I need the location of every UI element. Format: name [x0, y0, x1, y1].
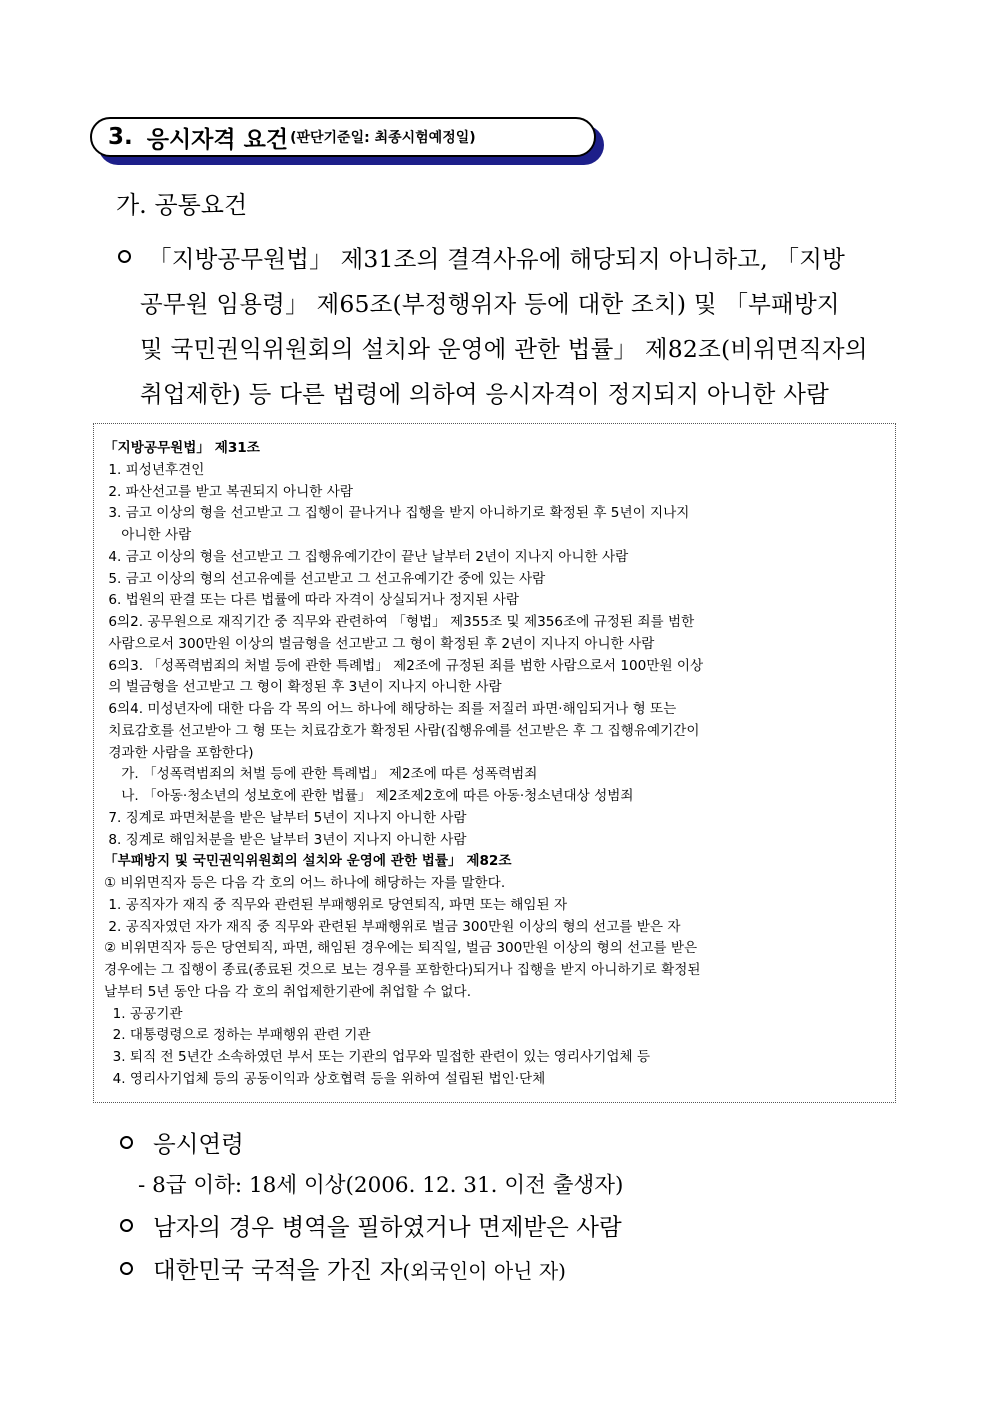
reference-line: 3. 금고 이상의 형을 선고받고 그 집행이 끝나거나 집행을 받지 아니하기로 확정된 후 5년이 지나지 — [104, 505, 690, 522]
section-header-box — [90, 117, 596, 157]
reference-line: 8. 징계로 해임처분을 받은 날부터 3년이 지나지 아니한 사람 — [104, 831, 467, 848]
reference-line: 4. 영리사기업체 등의 공동이익과 상호협력 등을 위하여 설립된 법인·단체 — [104, 1070, 546, 1087]
age-detail: - 8급 이하: 18세 이상(2006. 12. 31. 이전 출생자) — [138, 1173, 624, 1198]
bullet-circle-icon — [120, 1262, 133, 1275]
reference-line: 6의2. 공무원으로 재직기간 중 직무와 관련하여 「형법」 제355조 및 제356조에 규정된 죄를 범한 — [104, 614, 695, 630]
reference-line: 치료감호를 선고받아 그 형 또는 치료감호가 확정된 사람(집행유예를 선고받은 후 그 집행유예기간이 — [104, 722, 700, 739]
reference-line: 2. 파산선고를 받고 복권되지 아니한 사람 — [104, 483, 353, 500]
reference-line: 6의4. 미성년자에 대한 다음 각 목의 어느 하나에 해당하는 죄를 저질러 파면·해임되거나 형 또는 — [104, 701, 677, 717]
reference-line: 3. 퇴직 전 5년간 소속하였던 부서 또는 기관의 업무와 밀접한 관련이 있는 영리사기업체 등 — [104, 1049, 651, 1065]
reference-line: 1. 피성년후견인 — [104, 461, 205, 478]
reference-line: ① 비위면직자 등은 다음 각 호의 어느 하나에 해당하는 자를 말한다. — [104, 875, 506, 891]
main-paragraph-line: 및 국민권익위원회의 설치와 운영에 관한 법률」 제82조(비위면직자의 — [140, 335, 868, 363]
sub-heading: 가. 공통요건 — [116, 191, 248, 219]
reference-line: 5. 금고 이상의 형의 선고유예를 선고받고 그 선고유예기간 중에 있는 사람 — [104, 570, 546, 587]
reference-law-title: 「부패방지 및 국민권익위원회의 설치와 운영에 관한 법률」 제82조 — [104, 853, 512, 870]
reference-line: 1. 공직자가 재직 중 직무와 관련된 부패행위로 당연퇴직, 파면 또는 해임된 자 — [104, 896, 568, 913]
reference-law-title: 「지방공무원법」 제31조 — [104, 440, 260, 456]
reference-line: 사람으로서 300만원 이상의 벌금형을 선고받고 그 형이 확정된 후 2년이 지나지 아니한 사람 — [104, 635, 655, 652]
section-note: (판단기준일: 최종시험예정일) — [290, 130, 476, 146]
reference-box — [93, 423, 896, 1103]
reference-line: ② 비위면직자 등은 당연퇴직, 파면, 해임된 경우에는 퇴직일, 벌금 300만원 이상의 형의 선고를 받은 — [104, 940, 698, 957]
reference-line: 1. 공공기관 — [104, 1005, 183, 1022]
reference-line: 경우에는 그 집행이 종료(종료된 것으로 보는 경우를 포함한다)되거나 집행을 받지 아니하기로 확정된 — [104, 962, 701, 978]
reference-line: 6의3. 「성폭력범죄의 처벌 등에 관한 특례법」 제2조에 규정된 죄를 범한 사람으로서 100만원 이상 — [104, 657, 704, 674]
bullet-circle-icon — [120, 1219, 133, 1232]
reference-line: 6. 법원의 판결 또는 다른 법률에 따라 자격이 상실되거나 정지된 사람 — [104, 592, 520, 609]
reference-line: 아니한 사람 — [104, 527, 192, 543]
reference-line: 나. 「아동·청소년의 성보호에 관한 법률」 제2조제2호에 따른 아동·청소년대상 성범죄 — [104, 788, 634, 804]
military-requirement: 남자의 경우 병역을 필하였거나 면제받은 사람 — [153, 1213, 622, 1241]
main-paragraph-line: 취업제한) 등 다른 법령에 의하여 응시자격이 정지되지 아니한 사람 — [140, 380, 830, 408]
bullet-circle-icon — [120, 1136, 133, 1149]
reference-line: 의 벌금형을 선고받고 그 형이 확정된 후 3년이 지나지 아니한 사람 — [104, 679, 502, 696]
age-label: 응시연령 — [153, 1130, 244, 1158]
reference-line: 7. 징계로 파면처분을 받은 날부터 5년이 지나지 아니한 사람 — [104, 809, 467, 826]
reference-line: 날부터 5년 동안 다음 각 호의 취업제한기관에 취업할 수 없다. — [104, 983, 472, 1000]
nationality-main: 대한민국 국적을 가진 자 — [153, 1256, 403, 1284]
main-paragraph-line: 공무원 임용령」 제65조(부정행위자 등에 대한 조치) 및 「부패방지 — [140, 290, 840, 318]
nationality-note: (외국인이 아닌 자) — [402, 1259, 566, 1283]
reference-line: 경과한 사람을 포함한다) — [104, 744, 254, 761]
bullet-circle-icon — [118, 250, 131, 263]
reference-line: 가. 「성폭력범죄의 처벌 등에 관한 특례법」 제2조에 따른 성폭력범죄 — [104, 766, 538, 783]
main-paragraph-line: 「지방공무원법」 제31조의 결격사유에 해당되지 아니하고, 「지방 — [148, 245, 846, 273]
section-title: 응시자격 요건 — [146, 126, 289, 153]
nationality-requirement — [153, 1251, 566, 1285]
section-header — [90, 117, 606, 167]
reference-line: 2. 공직자였던 자가 재직 중 직무와 관련된 부패행위로 벌금 300만원 이상의 형의 선고를 받은 자 — [104, 918, 681, 935]
reference-line: 4. 금고 이상의 형을 선고받고 그 집행유예기간이 끝난 날부터 2년이 지나지 아니한 사람 — [104, 548, 629, 565]
section-number: 3. — [108, 124, 133, 150]
reference-line: 2. 대통령령으로 정하는 부패행위 관련 기관 — [104, 1027, 371, 1044]
